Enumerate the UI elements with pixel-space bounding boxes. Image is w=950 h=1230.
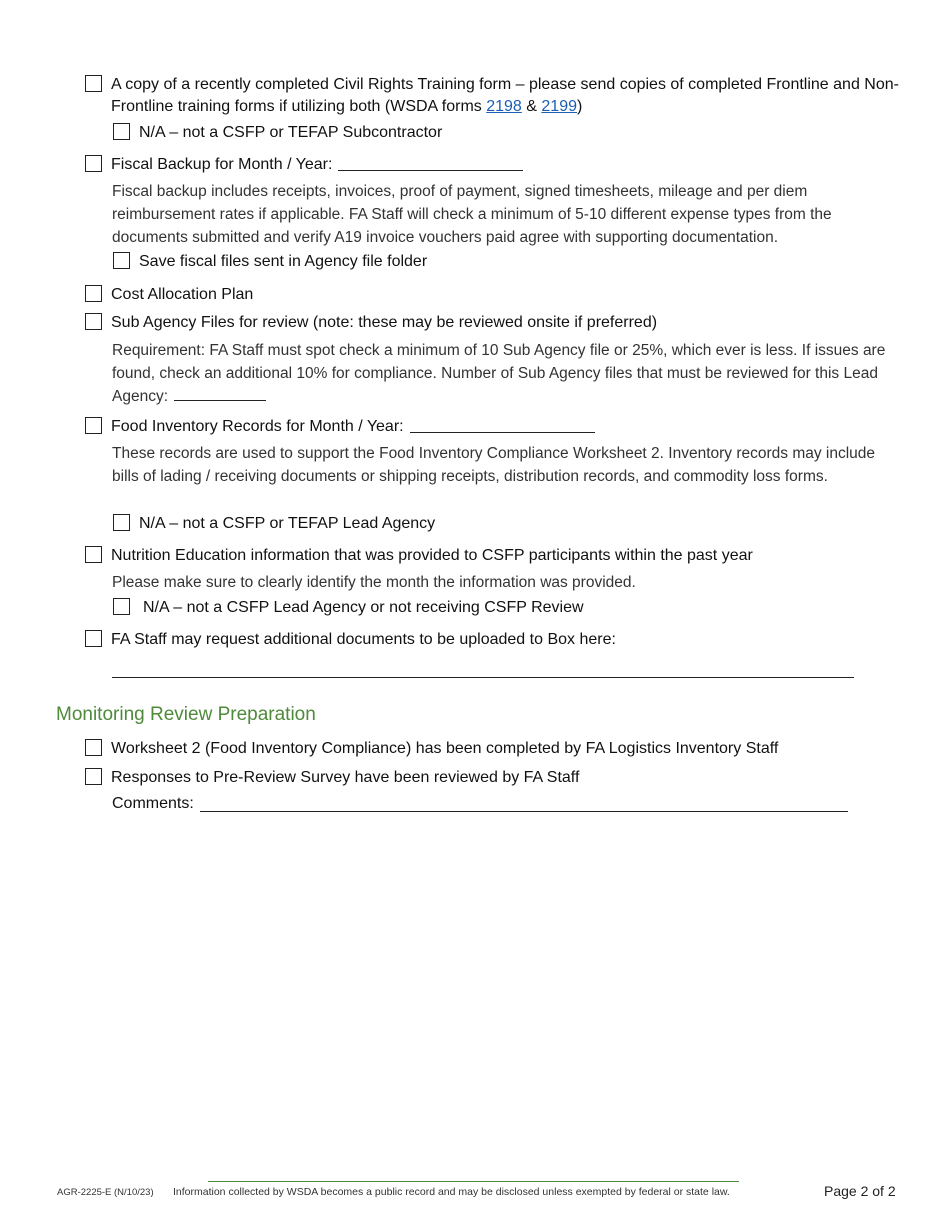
sub-agency-label: Sub Agency Files for review (note: these may be reviewed onsite if preferred)	[111, 314, 658, 331]
fiscal-backup-label: Fiscal Backup for Month / Year:	[111, 156, 333, 173]
food-inventory-na-checkbox[interactable]	[113, 514, 130, 531]
form-code: AGR-2225-E (N/10/23)	[57, 1187, 154, 1198]
responses-label: Responses to Pre-Review Survey have been reviewed by FA Staff	[111, 769, 580, 786]
nutrition-na-checkbox[interactable]	[113, 598, 130, 615]
nutrition-note: Please make sure to clearly identify the month the information was provided.	[112, 574, 636, 591]
additional-docs-field[interactable]	[112, 677, 854, 678]
cost-allocation-checkbox[interactable]	[85, 285, 102, 302]
civil-rights-item	[85, 74, 911, 118]
food-inventory-checkbox[interactable]	[85, 417, 102, 434]
sub-agency-checkbox[interactable]	[85, 313, 102, 330]
worksheet2-item	[85, 738, 778, 760]
civil-rights-na-label: N/A – not a CSFP or TEFAP Subcontractor	[139, 124, 443, 141]
civil-rights-checkbox[interactable]	[85, 75, 102, 92]
responses-item	[85, 767, 579, 789]
sub-agency-note: Requirement: FA Staff must spot check a minimum of 10 Sub Agency file or 25%, which ever is less. If issues are found, check an additional 10% for compliance. Number of Sub Agency files that must be reviewed for this Lead Agency:	[112, 342, 886, 405]
fiscal-backup-checkbox[interactable]	[85, 155, 102, 172]
civil-rights-na-checkbox[interactable]	[113, 123, 130, 140]
nutrition-checkbox[interactable]	[85, 546, 102, 563]
fiscal-save-checkbox[interactable]	[113, 252, 130, 269]
food-inventory-label: Food Inventory Records for Month / Year:	[111, 418, 404, 435]
comments-label: Comments:	[112, 795, 194, 812]
worksheet2-checkbox[interactable]	[85, 739, 102, 756]
form-2198-link[interactable]: 2198	[486, 98, 522, 115]
food-inventory-note: These records are used to support the Food Inventory Compliance Worksheet 2. Inventory records may include bills of lading / receiving documents or shipping receipts, distribution records, and commodity loss forms.	[112, 445, 876, 485]
additional-docs-item	[85, 629, 616, 651]
cost-allocation-item	[85, 284, 253, 306]
sub-agency-count-field[interactable]	[174, 386, 266, 401]
fiscal-backup-item	[85, 154, 523, 176]
fiscal-save-label: Save fiscal files sent in Agency file folder	[139, 253, 428, 270]
nutrition-label: Nutrition Education information that was provided to CSFP participants within the past year	[111, 547, 753, 564]
food-inventory-na-label: N/A – not a CSFP or TEFAP Lead Agency	[139, 515, 436, 532]
footer-disclaimer: Information collected by WSDA becomes a public record and may be disclosed unless exempted by federal or state law.	[173, 1186, 730, 1198]
fiscal-save-item	[113, 251, 427, 273]
civil-rights-na-item	[113, 122, 442, 144]
fiscal-backup-note: Fiscal backup includes receipts, invoices, proof of payment, signed timesheets, mileage and per diem reimbursement rates if applicable. FA Staff will check a minimum of 5-10 different expense types from the documents submitted and verify A19 invoice vouchers paid agree with supporting documentation.	[112, 183, 832, 246]
food-inventory-na-item	[113, 513, 435, 535]
fiscal-month-year-field[interactable]	[338, 154, 523, 171]
page-number: Page 2 of 2	[824, 1183, 896, 1199]
civil-rights-text: A copy of a recently completed Civil Rights Training form – please send copies of completed Frontline and Non-Frontline training forms if utilizing both (WSDA forms 2198 & 2199)	[111, 76, 899, 115]
additional-docs-checkbox[interactable]	[85, 630, 102, 647]
food-inventory-item	[85, 416, 595, 438]
nutrition-na-label: N/A – not a CSFP Lead Agency or not receiving CSFP Review	[143, 599, 584, 616]
inventory-month-year-field[interactable]	[410, 416, 595, 433]
additional-docs-label: FA Staff may request additional documents to be uploaded to Box here:	[111, 631, 616, 648]
footer-divider	[208, 1181, 739, 1182]
cost-allocation-label: Cost Allocation Plan	[111, 286, 254, 303]
form-2199-link[interactable]: 2199	[541, 98, 577, 115]
worksheet2-label: Worksheet 2 (Food Inventory Compliance) has been completed by FA Logistics Inventory Staff	[111, 740, 779, 757]
comments-field[interactable]	[200, 793, 848, 812]
sub-agency-item	[85, 312, 657, 334]
nutrition-item	[85, 545, 753, 567]
nutrition-na-item	[113, 597, 584, 619]
responses-checkbox[interactable]	[85, 768, 102, 785]
comments-row	[112, 793, 848, 815]
monitoring-heading: Monitoring Review Preparation	[56, 704, 316, 725]
